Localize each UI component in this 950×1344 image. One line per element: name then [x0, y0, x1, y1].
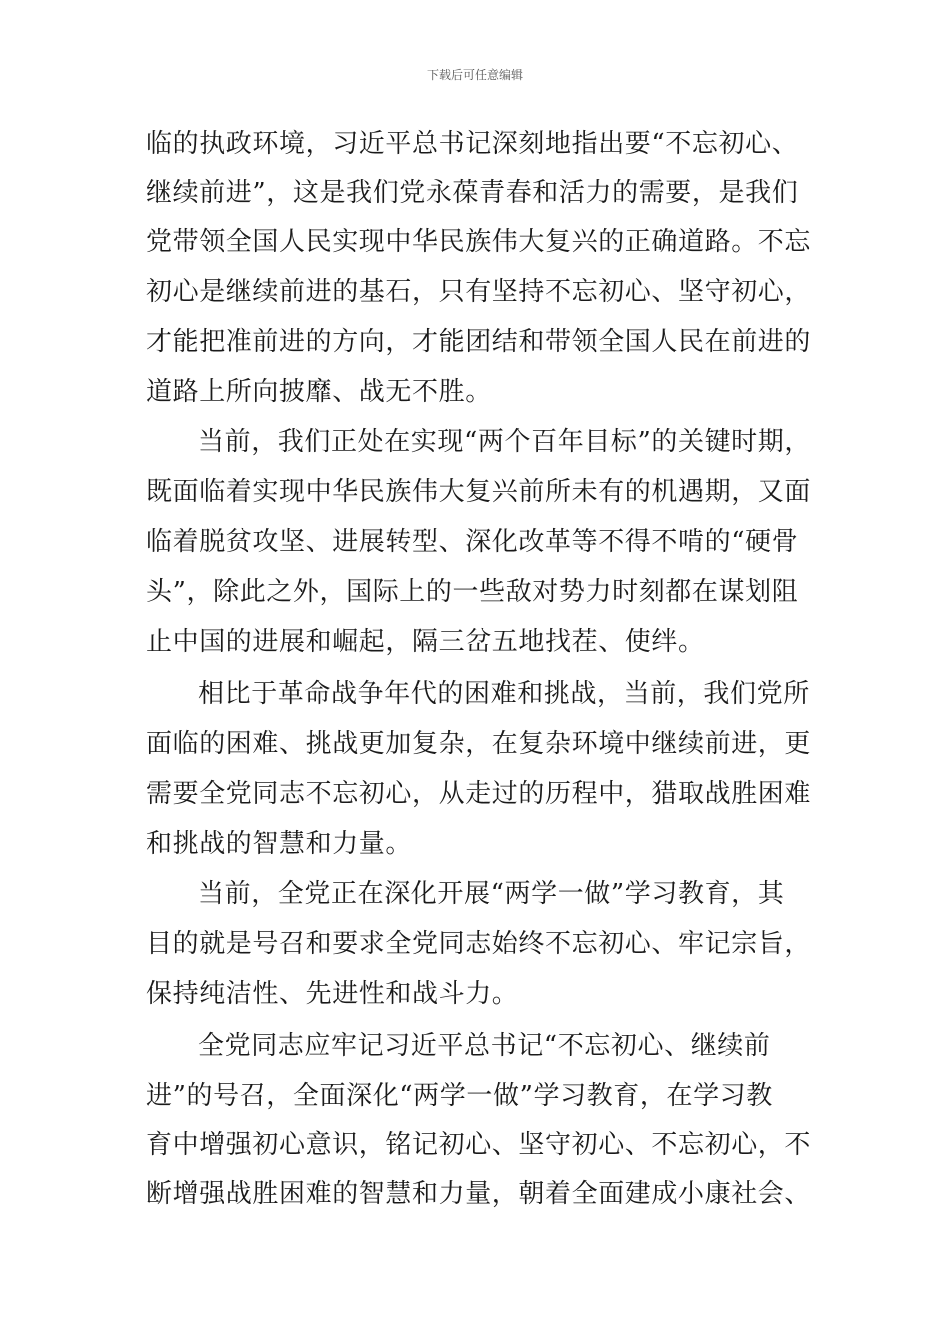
paragraph-start-line: 当前，我们正处在实现“两个百年目标”的关键时期，: [198, 427, 811, 457]
text-line: 目的就是号召和要求全党同志始终不忘初心、牢记宗旨，: [146, 929, 812, 959]
text-line: 继续前进”，这是我们党永葆青春和活力的需要，是我们: [146, 178, 799, 208]
text-line: 才能把准前进的方向，才能团结和带领全国人民在前进的: [146, 327, 812, 357]
text-line: 既面临着实现中华民族伟大复兴前所未有的机遇期，又面: [146, 477, 812, 507]
text-line: 育中增强初心意识，铭记初心、坚守初心、不忘初心，不: [146, 1130, 812, 1160]
text-line: 需要全党同志不忘初心，从走过的历程中，猎取战胜困难: [146, 779, 812, 809]
text-line: 头”，除此之外，国际上的一些敌对势力时刻都在谋划阻: [146, 577, 799, 607]
text-line: 临着脱贫攻坚、进展转型、深化改革等不得不啃的“硬骨: [146, 527, 799, 557]
text-line: 和挑战的智慧和力量。: [146, 829, 413, 859]
text-line: 保持纯洁性、先进性和战斗力。: [146, 979, 519, 1009]
text-line: 断增强战胜困难的智慧和力量，朝着全面建成小康社会、: [146, 1179, 812, 1209]
text-line: 初心是继续前进的基石，只有坚持不忘初心、坚守初心，: [146, 277, 812, 307]
paragraph-start-line: 全党同志应牢记习近平总书记“不忘初心、继续前: [198, 1031, 771, 1061]
text-line: 党带领全国人民实现中华民族伟大复兴的正确道路。不忘: [146, 227, 812, 257]
text-line: 面临的困难、挑战更加复杂，在复杂环境中继续前进，更: [146, 729, 812, 759]
text-line: 止中国的进展和崛起，隔三岔五地找茬、使绊。: [146, 627, 705, 657]
text-line: 道路上所向披靡、战无不胜。: [146, 377, 492, 407]
header-note: 下载后可任意编辑: [426, 68, 523, 82]
text-line: 进”的号召，全面深化“两学一做”学习教育，在学习教: [146, 1081, 773, 1111]
paragraph-start-line: 当前，全党正在深化开展“两学一做”学习教育，其: [198, 879, 785, 909]
text-line: 临的执政环境，习近平总书记深刻地指出要“不忘初心、: [146, 129, 799, 159]
paragraph-start-line: 相比于革命战争年代的困难和挑战，当前，我们党所: [198, 679, 810, 709]
